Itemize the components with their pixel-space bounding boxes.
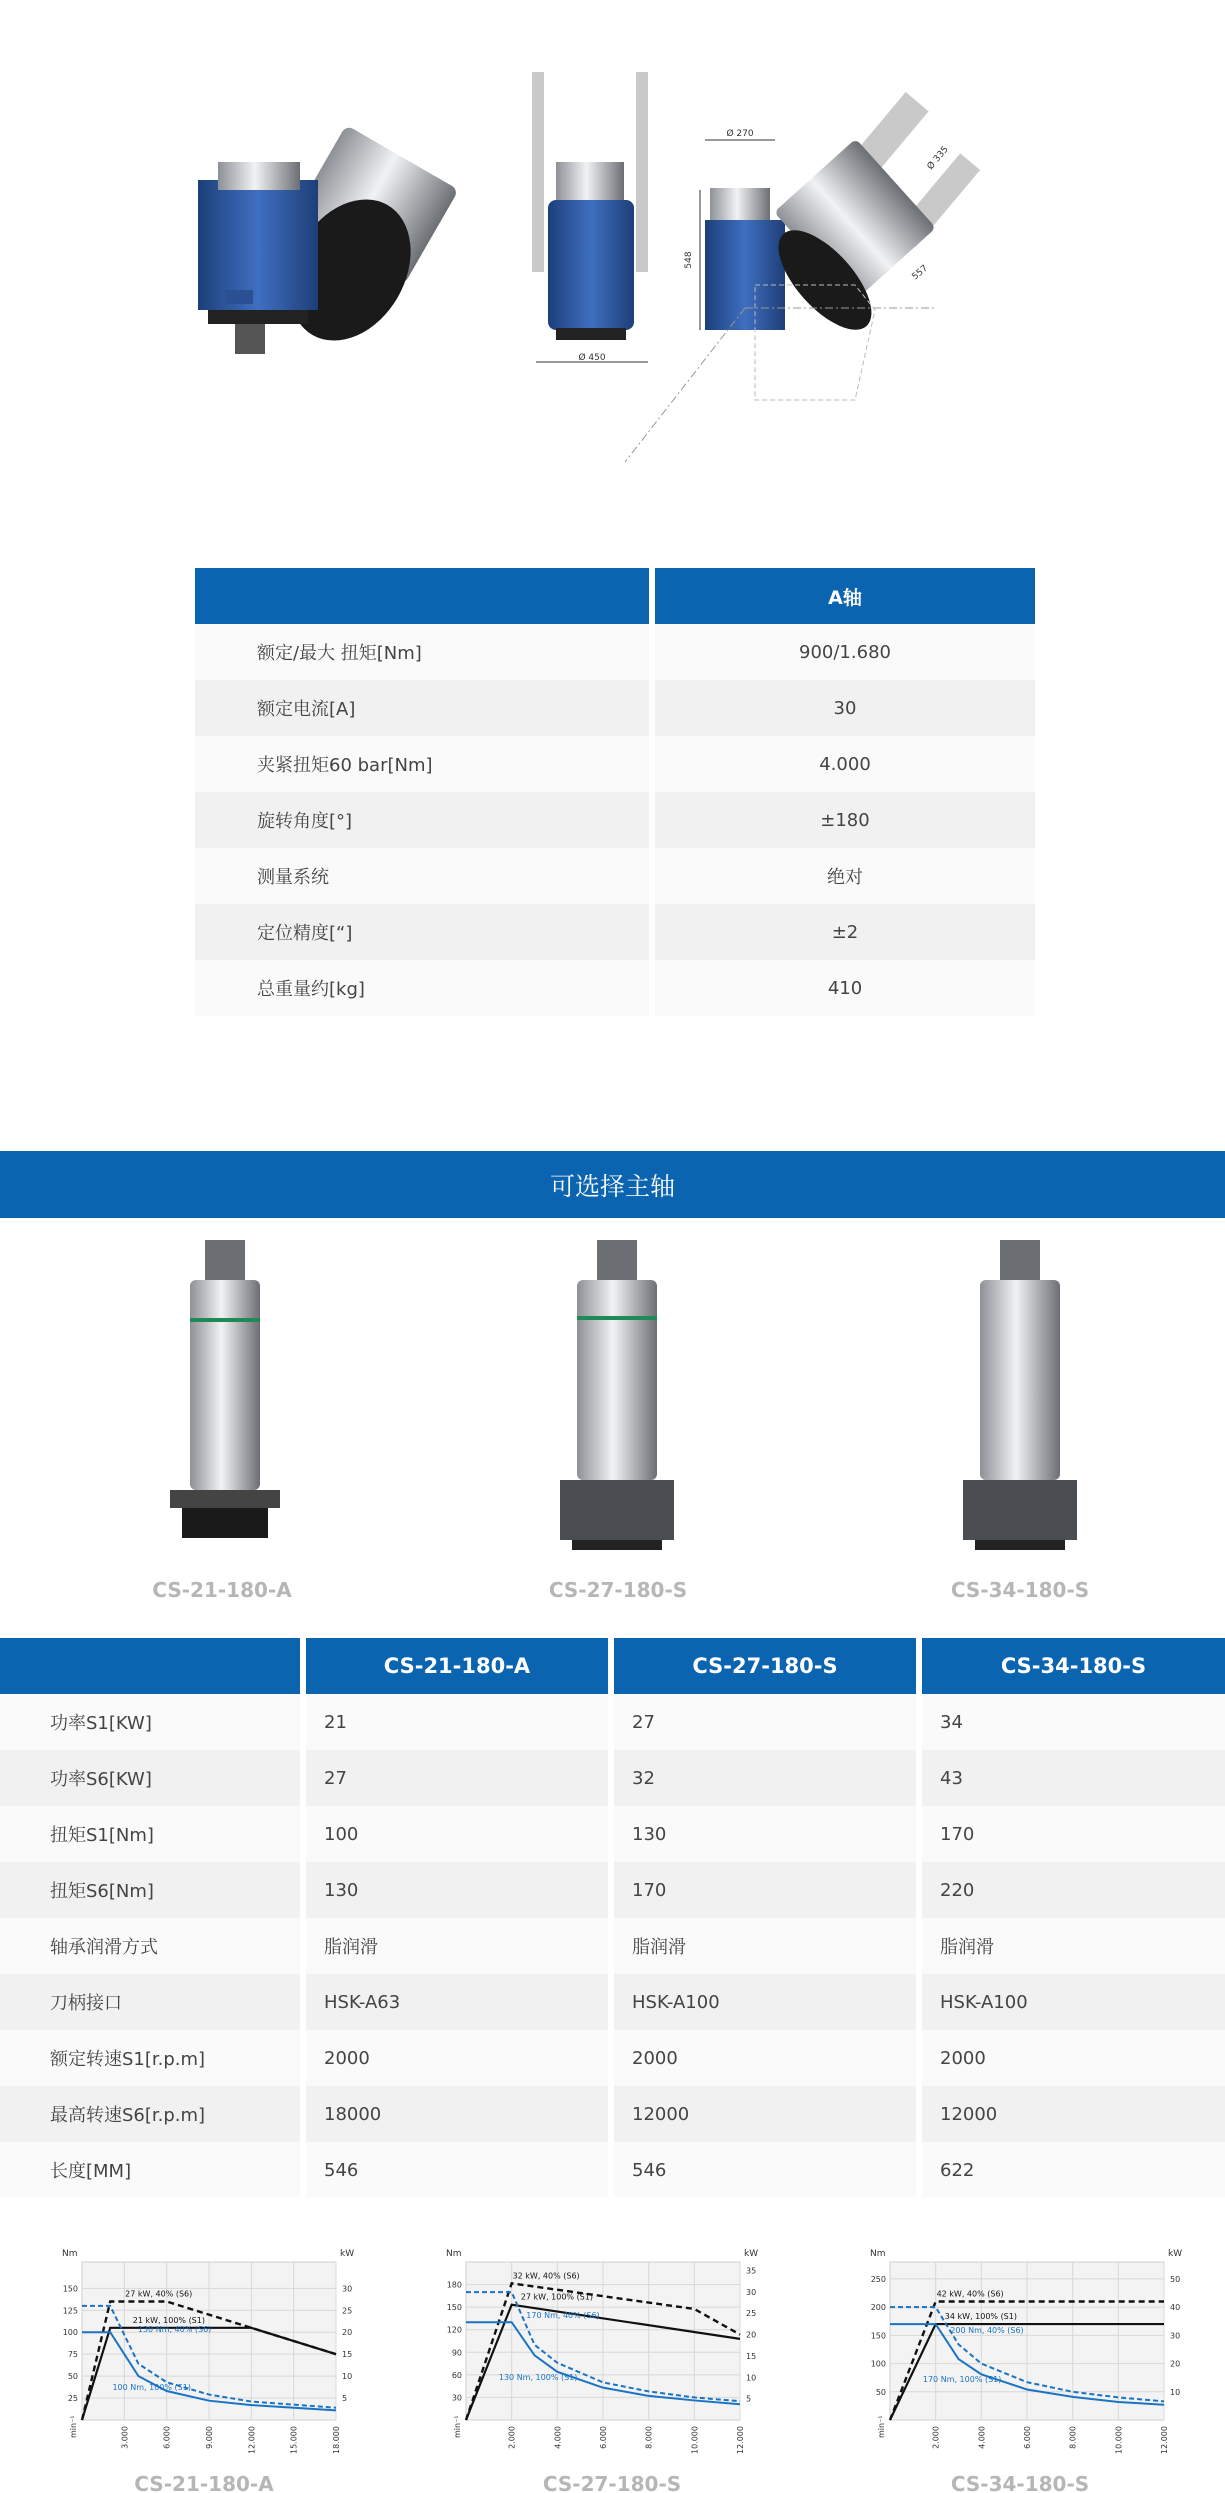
row-value: 900/1.680 bbox=[655, 624, 1035, 680]
curve-annotation: 34 kW, 100% (S1) bbox=[944, 2312, 1017, 2322]
table-row bbox=[0, 1750, 1225, 1806]
y2-tick-label: 30 bbox=[342, 2284, 353, 2294]
y2-tick-label: 30 bbox=[746, 2287, 757, 2297]
row-value: 脂润滑 bbox=[922, 1918, 1225, 1974]
row-label: 功率S6[KW] bbox=[0, 1750, 300, 1806]
x-tick-label: 6.000 bbox=[162, 2426, 172, 2449]
x-tick-label: 8.000 bbox=[644, 2426, 654, 2449]
chart-label-1: CS-21-180-A bbox=[134, 2472, 274, 2493]
performance-chart-cs-21 bbox=[52, 2240, 372, 2470]
row-label: 夹紧扭矩60 bar[Nm] bbox=[195, 736, 649, 792]
curve-annotation: 130 Nm, 100% (S1) bbox=[498, 2373, 578, 2383]
row-value: 220 bbox=[922, 1862, 1225, 1918]
header-empty-cell bbox=[0, 1638, 300, 1694]
row-value: 2000 bbox=[614, 2030, 916, 2086]
row-value: 绝对 bbox=[655, 848, 1035, 904]
row-value: 130 bbox=[306, 1862, 608, 1918]
y-tick-label: 200 bbox=[870, 2303, 886, 2313]
row-value: 12000 bbox=[922, 2086, 1225, 2142]
chart-label-2: CS-27-180-S bbox=[542, 2472, 682, 2493]
y2-tick-label: 25 bbox=[342, 2306, 353, 2316]
table-row bbox=[0, 1918, 1225, 1974]
y-axis-label: Nm bbox=[446, 2249, 462, 2259]
y-tick-label: 150 bbox=[446, 2303, 462, 2313]
header-cs-34: CS-34-180-S bbox=[922, 1638, 1225, 1694]
row-label: 旋转角度[°] bbox=[195, 792, 649, 848]
section-banner bbox=[0, 1151, 1225, 1218]
y-tick-label: 150 bbox=[870, 2331, 886, 2341]
a-axis-head-render bbox=[180, 120, 480, 380]
y-tick-label: 30 bbox=[451, 2393, 462, 2403]
curve-annotation: 130 Nm, 40% (S6) bbox=[137, 2324, 212, 2334]
y-axis-label: Nm bbox=[870, 2249, 886, 2259]
hero-images bbox=[0, 0, 1225, 500]
y-tick-label: 75 bbox=[67, 2350, 78, 2360]
y2-axis-label: kW bbox=[1168, 2249, 1183, 2259]
curve-annotation: 42 kW, 40% (S6) bbox=[936, 2289, 1004, 2299]
row-value: ±180 bbox=[655, 792, 1035, 848]
y-tick-label: 50 bbox=[67, 2372, 78, 2382]
curve-annotation: 21 kW, 100% (S1) bbox=[132, 2315, 205, 2325]
row-value: ±2 bbox=[655, 904, 1035, 960]
row-value: HSK-A100 bbox=[614, 1974, 916, 2030]
y-tick-label: 100 bbox=[62, 2328, 78, 2338]
x-tick-label: 3.000 bbox=[120, 2426, 130, 2449]
header-empty-cell bbox=[195, 568, 649, 624]
performance-chart-cs-27 bbox=[436, 2240, 776, 2470]
dim-335: Ø 335 bbox=[925, 144, 951, 172]
table-row bbox=[0, 2142, 1225, 2198]
x-axis-label: min⁻¹ bbox=[877, 2415, 886, 2438]
row-value: 27 bbox=[306, 1750, 608, 1806]
table-row bbox=[195, 848, 1035, 904]
x-tick-label: 9.000 bbox=[205, 2426, 214, 2449]
dim-270: Ø 270 bbox=[726, 129, 754, 139]
a-axis-spec-table bbox=[195, 568, 1035, 1016]
y2-tick-label: 35 bbox=[746, 2266, 757, 2276]
spindle-image-cs-27 bbox=[552, 1240, 682, 1560]
x-axis-label: min⁻¹ bbox=[69, 2415, 78, 2438]
y2-tick-label: 20 bbox=[342, 2328, 353, 2338]
spindle-label-3: CS-34-180-S bbox=[950, 1578, 1090, 1602]
y-tick-label: 25 bbox=[67, 2394, 78, 2404]
y2-tick-label: 5 bbox=[342, 2394, 348, 2404]
y2-tick-label: 25 bbox=[746, 2309, 757, 2319]
header-a-axis: A轴 bbox=[655, 568, 1035, 624]
table-row bbox=[195, 736, 1035, 792]
x-tick-label: 10.000 bbox=[690, 2426, 700, 2454]
y2-tick-label: 30 bbox=[1170, 2331, 1181, 2341]
row-value: 2000 bbox=[306, 2030, 608, 2086]
row-value: HSK-A63 bbox=[306, 1974, 608, 2030]
row-value: 100 bbox=[306, 1806, 608, 1862]
y-tick-label: 250 bbox=[870, 2274, 886, 2284]
curve-annotation: 32 kW, 40% (S6) bbox=[512, 2271, 580, 2281]
x-axis-label: min⁻¹ bbox=[453, 2415, 462, 2438]
row-value: 170 bbox=[614, 1862, 916, 1918]
x-tick-label: 8.000 bbox=[1068, 2426, 1078, 2449]
y-tick-label: 180 bbox=[446, 2280, 462, 2290]
y-tick-label: 125 bbox=[62, 2306, 78, 2316]
header-cs-27: CS-27-180-S bbox=[614, 1638, 916, 1694]
y2-tick-label: 15 bbox=[342, 2350, 353, 2360]
curve-annotation: 27 kW, 100% (S1) bbox=[520, 2292, 593, 2302]
y-tick-label: 90 bbox=[451, 2348, 462, 2358]
y2-tick-label: 10 bbox=[1170, 2387, 1181, 2397]
spindle-spec-table bbox=[0, 1638, 1225, 2198]
row-value: 546 bbox=[614, 2142, 916, 2198]
row-value: 34 bbox=[922, 1694, 1225, 1750]
y2-tick-label: 5 bbox=[746, 2394, 752, 2404]
table-row bbox=[0, 1862, 1225, 1918]
x-tick-label: 4.000 bbox=[977, 2426, 987, 2449]
y-tick-label: 50 bbox=[875, 2387, 886, 2397]
y-axis-label: Nm bbox=[62, 2249, 78, 2259]
row-label: 扭矩S6[Nm] bbox=[0, 1862, 300, 1918]
row-label: 测量系统 bbox=[195, 848, 649, 904]
y2-tick-label: 40 bbox=[1170, 2303, 1181, 2313]
row-label: 刀柄接口 bbox=[0, 1974, 300, 2030]
x-tick-label: 2.000 bbox=[931, 2426, 941, 2449]
spindle-image-cs-34 bbox=[955, 1240, 1085, 1560]
table-row bbox=[0, 1806, 1225, 1862]
performance-chart-cs-34 bbox=[860, 2240, 1200, 2470]
y2-axis-label: kW bbox=[340, 2249, 355, 2259]
row-value: 43 bbox=[922, 1750, 1225, 1806]
spindle-image-cs-21 bbox=[160, 1240, 290, 1560]
spindle-label-1: CS-21-180-A bbox=[152, 1578, 292, 1602]
x-tick-label: 2.000 bbox=[507, 2426, 517, 2449]
y-tick-label: 60 bbox=[451, 2370, 462, 2380]
dim-557: 557 bbox=[910, 263, 931, 283]
curve-annotation: 170 Nm, 40% (S6) bbox=[526, 2311, 600, 2321]
row-value: 12000 bbox=[614, 2086, 916, 2142]
row-value: 27 bbox=[614, 1694, 916, 1750]
x-tick-label: 4.000 bbox=[553, 2426, 563, 2449]
y2-tick-label: 10 bbox=[342, 2372, 353, 2382]
a-axis-dimension-drawing bbox=[615, 80, 995, 480]
row-label: 扭矩S1[Nm] bbox=[0, 1806, 300, 1862]
table-row bbox=[195, 680, 1035, 736]
dim-548: 548 bbox=[684, 251, 694, 269]
row-value: 130 bbox=[614, 1806, 916, 1862]
x-tick-label: 18.000 bbox=[332, 2426, 341, 2454]
row-label: 最高转速S6[r.p.m] bbox=[0, 2086, 300, 2142]
row-value: 622 bbox=[922, 2142, 1225, 2198]
table-row bbox=[195, 960, 1035, 1016]
row-label: 总重量约[kg] bbox=[195, 960, 649, 1016]
table-row bbox=[195, 904, 1035, 960]
row-label: 额定转速S1[r.p.m] bbox=[0, 2030, 300, 2086]
row-label: 额定/最大 扭矩[Nm] bbox=[195, 624, 649, 680]
curve-annotation: 170 Nm, 100% (S1) bbox=[922, 2375, 1002, 2385]
table-header-row bbox=[0, 1638, 1225, 1694]
row-label: 额定电流[A] bbox=[195, 680, 649, 736]
curve-annotation: 100 Nm, 100% (S1) bbox=[112, 2383, 191, 2393]
x-tick-label: 12.000 bbox=[247, 2426, 257, 2454]
row-value: 30 bbox=[655, 680, 1035, 736]
y2-tick-label: 50 bbox=[1170, 2274, 1181, 2284]
dim-450: Ø 450 bbox=[578, 353, 606, 363]
table-row bbox=[0, 2086, 1225, 2142]
row-value: 546 bbox=[306, 2142, 608, 2198]
curve-annotation: 200 Nm, 40% (S6) bbox=[950, 2326, 1024, 2336]
row-value: 170 bbox=[922, 1806, 1225, 1862]
row-value: HSK-A100 bbox=[922, 1974, 1225, 2030]
x-tick-label: 15.000 bbox=[289, 2426, 299, 2454]
y-tick-label: 100 bbox=[870, 2359, 886, 2369]
row-value: 32 bbox=[614, 1750, 916, 1806]
table-row bbox=[195, 792, 1035, 848]
y-tick-label: 150 bbox=[62, 2284, 78, 2294]
table-row bbox=[0, 1694, 1225, 1750]
row-value: 2000 bbox=[922, 2030, 1225, 2086]
y2-tick-label: 10 bbox=[746, 2373, 757, 2383]
curve-annotation: 27 kW, 40% (S6) bbox=[125, 2289, 193, 2299]
y2-tick-label: 20 bbox=[746, 2330, 757, 2340]
row-label: 长度[MM] bbox=[0, 2142, 300, 2198]
table-header-row bbox=[195, 568, 1035, 624]
y2-tick-label: 15 bbox=[746, 2351, 757, 2361]
row-value: 脂润滑 bbox=[614, 1918, 916, 1974]
header-cs-21: CS-21-180-A bbox=[306, 1638, 608, 1694]
table-row bbox=[195, 624, 1035, 680]
x-tick-label: 6.000 bbox=[599, 2426, 608, 2449]
x-tick-label: 10.000 bbox=[1114, 2426, 1124, 2454]
x-tick-label: 12.000 bbox=[736, 2426, 745, 2454]
x-tick-label: 12.000 bbox=[1160, 2426, 1169, 2454]
row-value: 21 bbox=[306, 1694, 608, 1750]
table-row bbox=[0, 1974, 1225, 2030]
banner-title: 可选择主轴 bbox=[549, 1171, 675, 1201]
row-value: 脂润滑 bbox=[306, 1918, 608, 1974]
row-label: 功率S1[KW] bbox=[0, 1694, 300, 1750]
y-tick-label: 120 bbox=[446, 2325, 462, 2335]
row-value: 18000 bbox=[306, 2086, 608, 2142]
chart-label-3: CS-34-180-S bbox=[950, 2472, 1090, 2493]
table-row bbox=[0, 2030, 1225, 2086]
row-label: 定位精度[“] bbox=[195, 904, 649, 960]
row-value: 4.000 bbox=[655, 736, 1035, 792]
row-label: 轴承润滑方式 bbox=[0, 1918, 300, 1974]
row-value: 410 bbox=[655, 960, 1035, 1016]
y2-axis-label: kW bbox=[744, 2249, 759, 2259]
spindle-label-2: CS-27-180-S bbox=[548, 1578, 688, 1602]
y2-tick-label: 20 bbox=[1170, 2359, 1181, 2369]
x-tick-label: 6.000 bbox=[1023, 2426, 1032, 2449]
